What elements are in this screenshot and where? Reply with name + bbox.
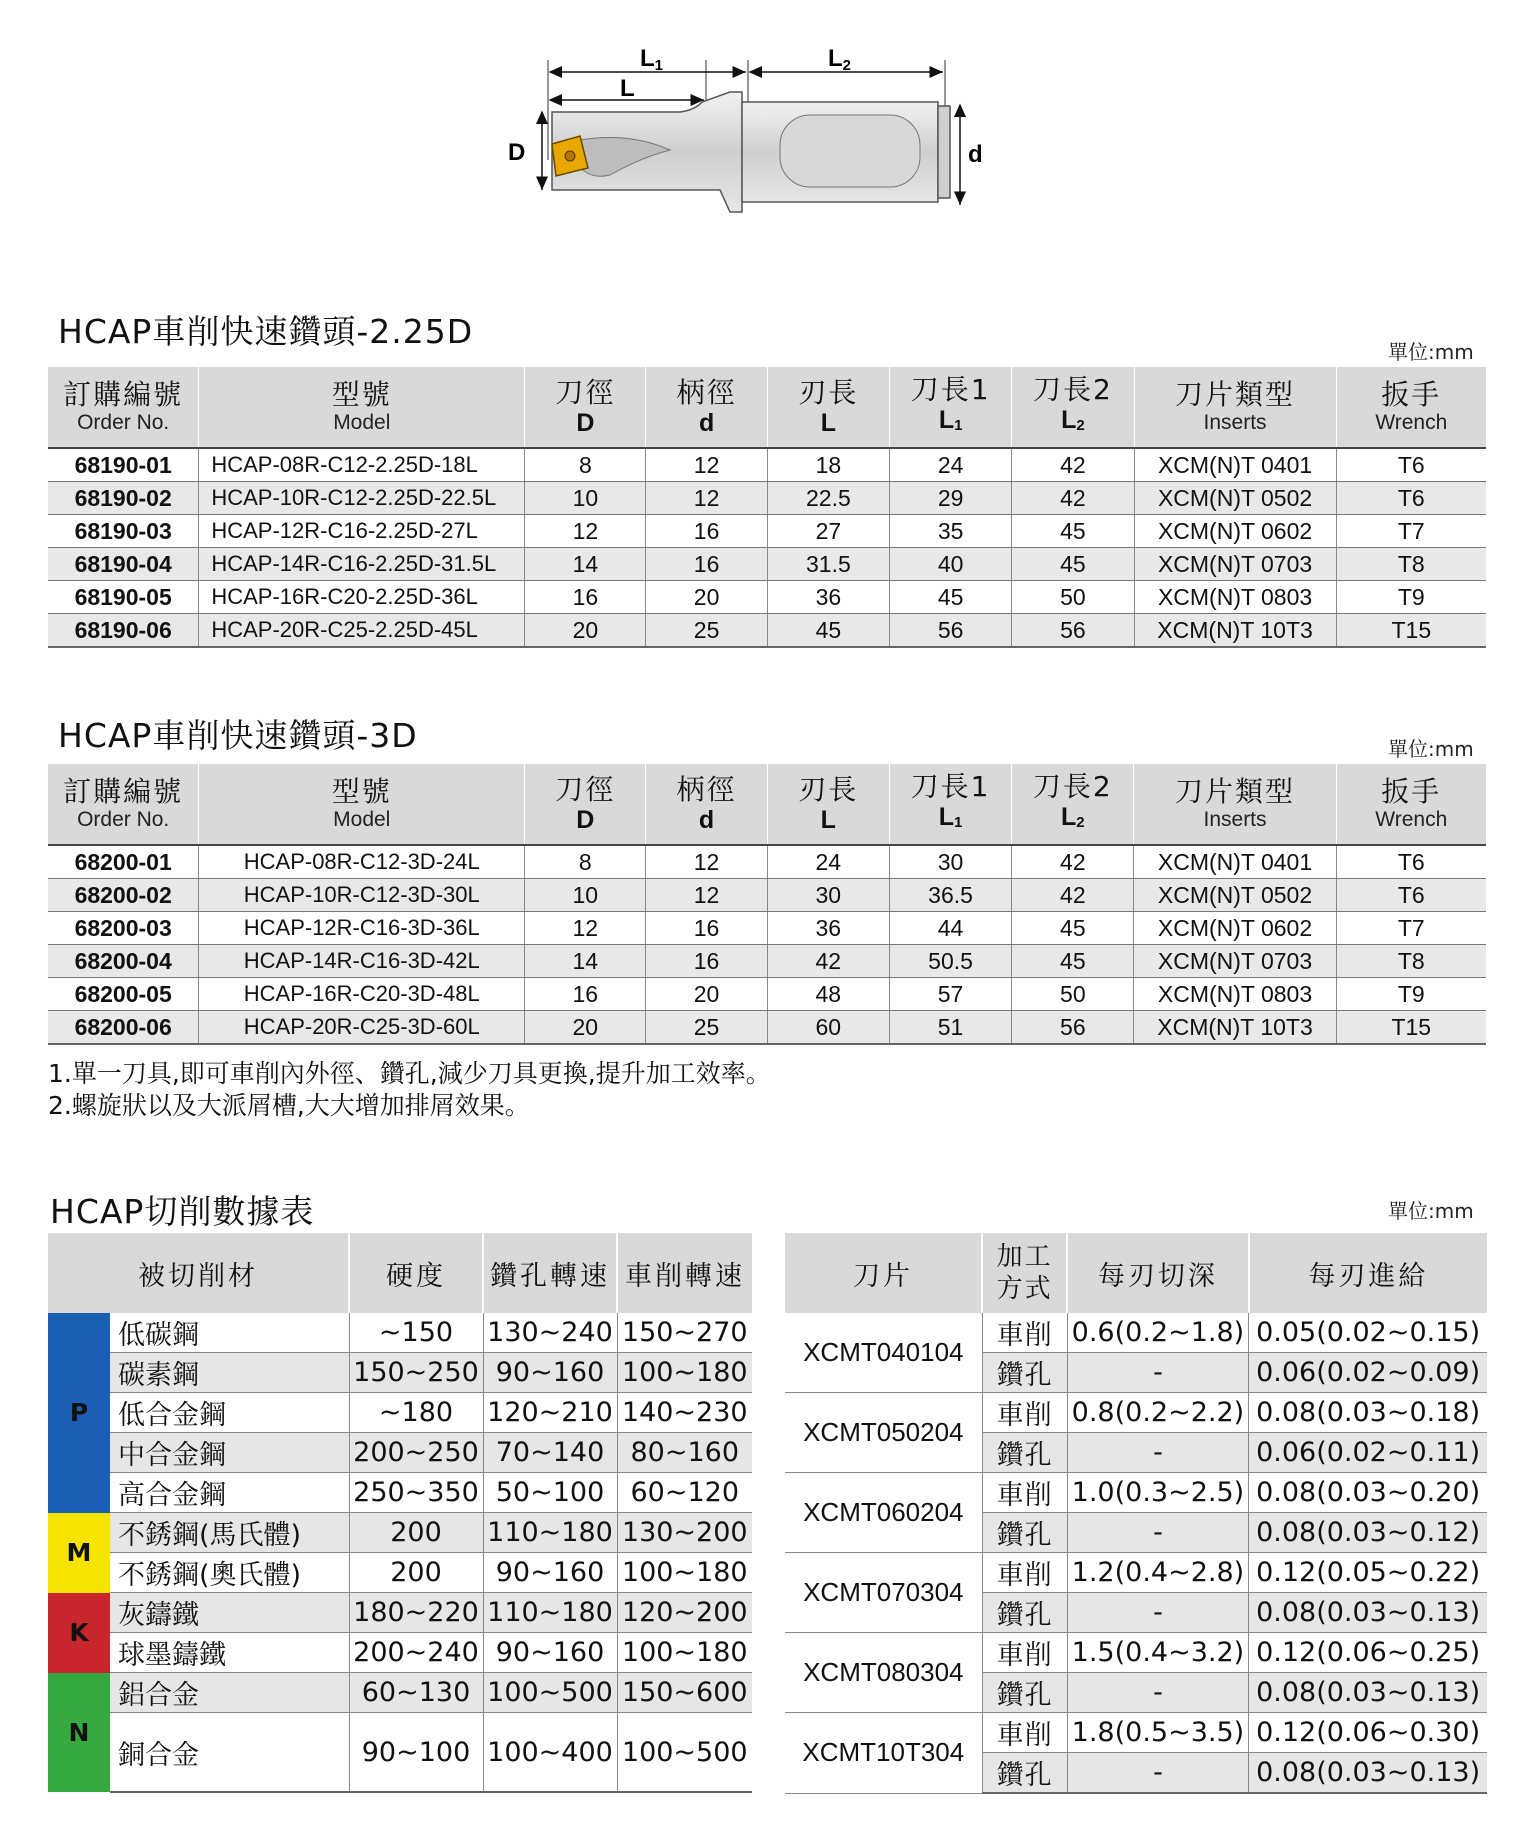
label-d: d bbox=[968, 141, 983, 168]
header-wrench: 扳手 Wrench bbox=[1336, 764, 1486, 845]
cell-hardness: 200 bbox=[349, 1513, 483, 1553]
insert-feed-table bbox=[785, 1233, 1487, 1794]
insert-row bbox=[785, 1473, 1487, 1513]
cutting-unit: 單位:mm bbox=[1388, 1199, 1474, 1223]
spec-table-2.25d bbox=[48, 367, 1486, 648]
header-depth: 每刃切深 bbox=[1067, 1233, 1249, 1313]
iso-group-k: K bbox=[48, 1593, 110, 1673]
cell-length-l1: 44 bbox=[889, 912, 1011, 945]
cell-model: HCAP-14R-C16-2.25D-31.5L bbox=[199, 548, 525, 581]
cell-material: 灰鑄鐵 bbox=[110, 1593, 349, 1633]
cell-drill-speed: 90~160 bbox=[483, 1553, 617, 1593]
cell-order-no: 68200-06 bbox=[48, 1011, 199, 1045]
cell-diameter: 16 bbox=[525, 978, 646, 1011]
cell-shank: 25 bbox=[646, 1011, 767, 1045]
cell-insert-name: XCMT080304 bbox=[785, 1633, 982, 1713]
cell-shank: 16 bbox=[646, 515, 767, 548]
cell-model: HCAP-20R-C25-3D-60L bbox=[199, 1011, 525, 1045]
table-row bbox=[48, 614, 1486, 648]
cell-depth: 1.8(0.5~3.5) bbox=[1067, 1713, 1249, 1753]
cell-insert-type: XCM(N)T 0401 bbox=[1134, 845, 1336, 879]
cell-turn-speed: 140~230 bbox=[617, 1393, 752, 1433]
cell-diameter: 12 bbox=[525, 912, 646, 945]
cell-feed: 0.05(0.02~0.15) bbox=[1249, 1313, 1487, 1353]
material-row bbox=[48, 1433, 752, 1473]
cell-model: HCAP-12R-C16-2.25D-27L bbox=[199, 515, 525, 548]
table-row bbox=[48, 482, 1486, 515]
header-length-L2: 刀長2 $L_2$ bbox=[1012, 367, 1134, 448]
cell-length-l: 27 bbox=[767, 515, 889, 548]
cell-length-l1: 51 bbox=[889, 1011, 1011, 1045]
cell-order-no: 68190-02 bbox=[48, 482, 199, 515]
cell-length-l2: 42 bbox=[1012, 879, 1134, 912]
cell-length-l: 22.5 bbox=[767, 482, 889, 515]
cell-material: 高合金鋼 bbox=[110, 1473, 349, 1513]
cell-length-l: 42 bbox=[767, 945, 889, 978]
material-row bbox=[48, 1353, 752, 1393]
cell-wrench: T15 bbox=[1336, 614, 1486, 648]
cell-mode: 車削 bbox=[982, 1553, 1067, 1593]
cell-diameter: 20 bbox=[525, 1011, 646, 1045]
cell-shank: 20 bbox=[646, 978, 767, 1011]
cell-model: HCAP-08R-C12-3D-24L bbox=[199, 845, 525, 879]
cell-model: HCAP-10R-C12-2.25D-22.5L bbox=[199, 482, 525, 515]
header-insert: 刀片 bbox=[785, 1233, 982, 1313]
cell-insert-type: XCM(N)T 0703 bbox=[1134, 945, 1336, 978]
cell-diameter: 14 bbox=[525, 548, 646, 581]
cell-length-l1: 45 bbox=[890, 581, 1012, 614]
table2-unit: 單位:mm bbox=[1388, 737, 1474, 761]
insert-row bbox=[785, 1713, 1487, 1753]
cell-hardness: 250~350 bbox=[349, 1473, 483, 1513]
cell-turn-speed: 100~180 bbox=[617, 1553, 752, 1593]
cell-turn-speed: 100~500 bbox=[617, 1713, 752, 1793]
cell-hardness: 200 bbox=[349, 1553, 483, 1593]
cell-mode: 車削 bbox=[982, 1313, 1067, 1353]
cell-hardness: 180~220 bbox=[349, 1593, 483, 1633]
table-row bbox=[48, 548, 1486, 581]
cell-diameter: 10 bbox=[525, 482, 646, 515]
table-row bbox=[48, 879, 1486, 912]
cell-hardness: 200~250 bbox=[349, 1433, 483, 1473]
cell-depth: 0.8(0.2~2.2) bbox=[1067, 1393, 1249, 1433]
cell-mode: 鑽孔 bbox=[982, 1753, 1067, 1794]
header-hardness: 硬度 bbox=[349, 1233, 483, 1313]
cell-shank: 25 bbox=[646, 614, 767, 648]
header-length-L1: 刀長1 $L_1$ bbox=[890, 367, 1012, 448]
cell-length-l: 24 bbox=[767, 845, 889, 879]
cell-length-l2: 56 bbox=[1012, 1011, 1134, 1045]
cell-wrench: T8 bbox=[1336, 945, 1486, 978]
cell-length-l: 36 bbox=[767, 581, 889, 614]
table-row bbox=[48, 581, 1486, 614]
note-1: 1.單一刀具,即可車削內外徑、鑽孔,減少刀具更換,提升加工效率。 bbox=[48, 1059, 771, 1088]
cell-feed: 0.08(0.03~0.18) bbox=[1249, 1393, 1487, 1433]
header-model: 型號 Model bbox=[199, 764, 525, 845]
cell-depth: 0.6(0.2~1.8) bbox=[1067, 1313, 1249, 1353]
cell-feed: 0.12(0.06~0.30) bbox=[1249, 1713, 1487, 1753]
header-inserts: 刀片類型 Inserts bbox=[1134, 367, 1336, 448]
cell-mode: 車削 bbox=[982, 1393, 1067, 1433]
cell-length-l2: 45 bbox=[1012, 548, 1134, 581]
label-D: D bbox=[508, 139, 526, 166]
cell-feed: 0.08(0.03~0.12) bbox=[1249, 1513, 1487, 1553]
drill-dimension-diagram bbox=[490, 40, 990, 230]
header-diameter-D: 刀徑 D bbox=[525, 764, 646, 845]
cell-wrench: T6 bbox=[1336, 482, 1486, 515]
label-L1: L1 bbox=[640, 45, 664, 74]
cell-insert-name: XCMT060204 bbox=[785, 1473, 982, 1553]
cell-model: HCAP-20R-C25-2.25D-45L bbox=[199, 614, 525, 648]
spec-table-3d bbox=[48, 764, 1486, 1045]
cell-turn-speed: 120~200 bbox=[617, 1593, 752, 1633]
cell-material: 碳素鋼 bbox=[110, 1353, 349, 1393]
cell-length-l1: 40 bbox=[890, 548, 1012, 581]
cell-hardness: 150~250 bbox=[349, 1353, 483, 1393]
cell-insert-type: XCM(N)T 0703 bbox=[1134, 548, 1336, 581]
cell-depth: - bbox=[1067, 1513, 1249, 1553]
cell-drill-speed: 110~180 bbox=[483, 1593, 617, 1633]
cell-material: 鋁合金 bbox=[110, 1673, 349, 1713]
cell-turn-speed: 60~120 bbox=[617, 1473, 752, 1513]
cell-depth: - bbox=[1067, 1673, 1249, 1713]
cell-turn-speed: 100~180 bbox=[617, 1633, 752, 1673]
header-length-L2: 刀長2 $L_2$ bbox=[1012, 764, 1134, 845]
cell-insert-type: XCM(N)T 0602 bbox=[1134, 515, 1336, 548]
cell-length-l2: 56 bbox=[1012, 614, 1134, 648]
cell-length-l2: 45 bbox=[1012, 912, 1134, 945]
insert-row bbox=[785, 1553, 1487, 1593]
table-row bbox=[48, 912, 1486, 945]
cell-feed: 0.08(0.03~0.13) bbox=[1249, 1753, 1487, 1794]
cell-wrench: T6 bbox=[1336, 845, 1486, 879]
material-row bbox=[48, 1593, 752, 1633]
cell-mode: 鑽孔 bbox=[982, 1513, 1067, 1553]
material-speed-table bbox=[48, 1233, 752, 1793]
cell-length-l1: 36.5 bbox=[889, 879, 1011, 912]
header-diameter-D: 刀徑 D bbox=[525, 367, 646, 448]
cell-material: 銅合金 bbox=[110, 1713, 349, 1793]
material-row bbox=[48, 1553, 752, 1593]
cell-depth: - bbox=[1067, 1353, 1249, 1393]
cell-model: HCAP-16R-C20-3D-48L bbox=[199, 978, 525, 1011]
header-inserts: 刀片類型 Inserts bbox=[1134, 764, 1336, 845]
header-shank-d: 柄徑 d bbox=[646, 764, 767, 845]
table-row bbox=[48, 978, 1486, 1011]
cell-order-no: 68200-04 bbox=[48, 945, 199, 978]
cell-model: HCAP-14R-C16-3D-42L bbox=[199, 945, 525, 978]
cell-hardness: 60~130 bbox=[349, 1673, 483, 1713]
cell-depth: - bbox=[1067, 1753, 1249, 1794]
header-turn-speed: 車削轉速 bbox=[617, 1233, 752, 1313]
cell-feed: 0.08(0.03~0.13) bbox=[1249, 1593, 1487, 1633]
cell-length-l2: 45 bbox=[1012, 945, 1134, 978]
cell-model: HCAP-08R-C12-2.25D-18L bbox=[199, 448, 525, 482]
cell-turn-speed: 80~160 bbox=[617, 1433, 752, 1473]
cell-length-l: 60 bbox=[767, 1011, 889, 1045]
cell-length-l: 18 bbox=[767, 448, 889, 482]
cell-hardness: ~150 bbox=[349, 1313, 483, 1353]
cell-order-no: 68200-02 bbox=[48, 879, 199, 912]
header-material: 被切削材 bbox=[48, 1233, 349, 1313]
material-row bbox=[48, 1673, 752, 1713]
cell-order-no: 68200-01 bbox=[48, 845, 199, 879]
cell-material: 低合金鋼 bbox=[110, 1393, 349, 1433]
cell-length-l: 36 bbox=[767, 912, 889, 945]
cell-turn-speed: 150~600 bbox=[617, 1673, 752, 1713]
cell-length-l1: 50.5 bbox=[889, 945, 1011, 978]
cell-model: HCAP-16R-C20-2.25D-36L bbox=[199, 581, 525, 614]
cell-wrench: T7 bbox=[1336, 515, 1486, 548]
cell-model: HCAP-12R-C16-3D-36L bbox=[199, 912, 525, 945]
cell-insert-type: XCM(N)T 0602 bbox=[1134, 912, 1336, 945]
table1-unit: 單位:mm bbox=[1388, 340, 1474, 364]
cell-length-l1: 35 bbox=[890, 515, 1012, 548]
header-order-no: 訂購編號 Order No. bbox=[48, 764, 199, 845]
table-row bbox=[48, 945, 1486, 978]
cell-insert-type: XCM(N)T 10T3 bbox=[1134, 1011, 1336, 1045]
cell-length-l2: 42 bbox=[1012, 482, 1134, 515]
cell-insert-type: XCM(N)T 0401 bbox=[1134, 448, 1336, 482]
cell-diameter: 12 bbox=[525, 515, 646, 548]
cell-feed: 0.12(0.06~0.25) bbox=[1249, 1633, 1487, 1673]
cell-wrench: T8 bbox=[1336, 548, 1486, 581]
cell-shank: 16 bbox=[646, 945, 767, 978]
cell-feed: 0.06(0.02~0.11) bbox=[1249, 1433, 1487, 1473]
cell-wrench: T6 bbox=[1336, 448, 1486, 482]
cell-feed: 0.08(0.03~0.13) bbox=[1249, 1673, 1487, 1713]
cell-insert-type: XCM(N)T 0803 bbox=[1134, 581, 1336, 614]
cell-shank: 20 bbox=[646, 581, 767, 614]
cell-mode: 鑽孔 bbox=[982, 1353, 1067, 1393]
table1-title: HCAP車削快速鑽頭-2.25D bbox=[58, 312, 474, 351]
cell-mode: 鑽孔 bbox=[982, 1593, 1067, 1633]
cell-drill-speed: 50~100 bbox=[483, 1473, 617, 1513]
cell-insert-type: XCM(N)T 0502 bbox=[1134, 482, 1336, 515]
table-row bbox=[48, 515, 1486, 548]
cell-order-no: 68190-03 bbox=[48, 515, 199, 548]
cell-insert-type: XCM(N)T 0803 bbox=[1134, 978, 1336, 1011]
cell-shank: 16 bbox=[646, 548, 767, 581]
insert-row bbox=[785, 1633, 1487, 1673]
insert-row bbox=[785, 1393, 1487, 1433]
cell-insert-name: XCMT050204 bbox=[785, 1393, 982, 1473]
cell-shank: 12 bbox=[646, 845, 767, 879]
cell-depth: - bbox=[1067, 1433, 1249, 1473]
cell-shank: 12 bbox=[646, 448, 767, 482]
cell-feed: 0.12(0.05~0.22) bbox=[1249, 1553, 1487, 1593]
cell-diameter: 10 bbox=[525, 879, 646, 912]
cutting-title: HCAP切削數據表 bbox=[50, 1192, 315, 1231]
header-wrench: 扳手 Wrench bbox=[1336, 367, 1486, 448]
cell-order-no: 68190-01 bbox=[48, 448, 199, 482]
header-feed: 每刃進給 bbox=[1249, 1233, 1487, 1313]
cell-insert-name: XCMT10T304 bbox=[785, 1713, 982, 1794]
cell-wrench: T6 bbox=[1336, 879, 1486, 912]
cell-turn-speed: 150~270 bbox=[617, 1313, 752, 1353]
cell-order-no: 68190-04 bbox=[48, 548, 199, 581]
cell-insert-type: XCM(N)T 0502 bbox=[1134, 879, 1336, 912]
header-order-no: 訂購編號 Order No. bbox=[48, 367, 199, 448]
cell-length-l2: 50 bbox=[1012, 978, 1134, 1011]
label-L2: L2 bbox=[828, 45, 852, 74]
iso-group-p: P bbox=[48, 1313, 110, 1513]
feature-notes bbox=[48, 1058, 771, 1122]
cell-material: 低碳鋼 bbox=[110, 1313, 349, 1353]
table-row bbox=[48, 845, 1486, 879]
cell-material: 球墨鑄鐵 bbox=[110, 1633, 349, 1673]
cell-mode: 鑽孔 bbox=[982, 1673, 1067, 1713]
cell-wrench: T15 bbox=[1336, 1011, 1486, 1045]
cell-drill-speed: 90~160 bbox=[483, 1353, 617, 1393]
cell-shank: 16 bbox=[646, 912, 767, 945]
cell-order-no: 68200-05 bbox=[48, 978, 199, 1011]
cell-length-l: 45 bbox=[767, 614, 889, 648]
header-shank-d: 柄徑 d bbox=[646, 367, 767, 448]
iso-group-n: N bbox=[48, 1673, 110, 1793]
material-row bbox=[48, 1393, 752, 1433]
cell-drill-speed: 100~500 bbox=[483, 1673, 617, 1713]
cell-hardness: 200~240 bbox=[349, 1633, 483, 1673]
header-length-L: 刃長 L bbox=[767, 764, 889, 845]
cell-diameter: 16 bbox=[525, 581, 646, 614]
cell-length-l1: 24 bbox=[890, 448, 1012, 482]
cell-hardness: 90~100 bbox=[349, 1713, 483, 1793]
iso-group-m: M bbox=[48, 1513, 110, 1593]
table-row bbox=[48, 1011, 1486, 1045]
cell-turn-speed: 100~180 bbox=[617, 1353, 752, 1393]
cell-hardness: ~180 bbox=[349, 1393, 483, 1433]
cell-length-l2: 45 bbox=[1012, 515, 1134, 548]
cell-model: HCAP-10R-C12-3D-30L bbox=[199, 879, 525, 912]
cell-drill-speed: 120~210 bbox=[483, 1393, 617, 1433]
header-mode: 加工方式 bbox=[982, 1233, 1067, 1313]
cell-length-l2: 42 bbox=[1012, 845, 1134, 879]
cell-feed: 0.06(0.02~0.09) bbox=[1249, 1353, 1487, 1393]
cell-shank: 12 bbox=[646, 482, 767, 515]
cell-wrench: T7 bbox=[1336, 912, 1486, 945]
cell-drill-speed: 130~240 bbox=[483, 1313, 617, 1353]
cell-material: 不銹鋼(奧氏體) bbox=[110, 1553, 349, 1593]
cell-insert-name: XCMT070304 bbox=[785, 1553, 982, 1633]
cell-wrench: T9 bbox=[1336, 978, 1486, 1011]
header-length-L1: 刀長1 $L_1$ bbox=[889, 764, 1011, 845]
cell-mode: 車削 bbox=[982, 1633, 1067, 1673]
cell-diameter: 14 bbox=[525, 945, 646, 978]
cell-length-l2: 50 bbox=[1012, 581, 1134, 614]
cell-drill-speed: 110~180 bbox=[483, 1513, 617, 1553]
cell-length-l2: 42 bbox=[1012, 448, 1134, 482]
cell-length-l1: 30 bbox=[889, 845, 1011, 879]
cell-drill-speed: 100~400 bbox=[483, 1713, 617, 1793]
material-row bbox=[48, 1473, 752, 1513]
cell-diameter: 8 bbox=[525, 845, 646, 879]
cell-depth: 1.5(0.4~3.2) bbox=[1067, 1633, 1249, 1673]
cell-depth: 1.0(0.3~2.5) bbox=[1067, 1473, 1249, 1513]
cell-depth: 1.2(0.4~2.8) bbox=[1067, 1553, 1249, 1593]
material-row bbox=[48, 1513, 752, 1553]
cell-feed: 0.08(0.03~0.20) bbox=[1249, 1473, 1487, 1513]
insert-row bbox=[785, 1313, 1487, 1353]
cell-length-l: 48 bbox=[767, 978, 889, 1011]
cell-diameter: 8 bbox=[525, 448, 646, 482]
cell-length-l1: 57 bbox=[889, 978, 1011, 1011]
cell-material: 中合金鋼 bbox=[110, 1433, 349, 1473]
material-row bbox=[48, 1313, 752, 1353]
material-row bbox=[48, 1633, 752, 1673]
header-length-L: 刃長 L bbox=[767, 367, 889, 448]
header-drill-speed: 鑽孔轉速 bbox=[483, 1233, 617, 1313]
cell-mode: 鑽孔 bbox=[982, 1433, 1067, 1473]
cell-material: 不銹鋼(馬氏體) bbox=[110, 1513, 349, 1553]
cell-insert-type: XCM(N)T 10T3 bbox=[1134, 614, 1336, 648]
note-2: 2.螺旋狀以及大派屑槽,大大增加排屑效果。 bbox=[48, 1091, 530, 1120]
cell-drill-speed: 70~140 bbox=[483, 1433, 617, 1473]
cell-mode: 車削 bbox=[982, 1473, 1067, 1513]
cell-length-l: 30 bbox=[767, 879, 889, 912]
cell-drill-speed: 90~160 bbox=[483, 1633, 617, 1673]
cell-length-l1: 29 bbox=[890, 482, 1012, 515]
cell-mode: 車削 bbox=[982, 1713, 1067, 1753]
table2-title: HCAP車削快速鑽頭-3D bbox=[58, 716, 418, 755]
label-L: L bbox=[620, 75, 635, 102]
cell-order-no: 68190-06 bbox=[48, 614, 199, 648]
cell-wrench: T9 bbox=[1336, 581, 1486, 614]
header-model: 型號 Model bbox=[199, 367, 525, 448]
cell-depth: - bbox=[1067, 1593, 1249, 1633]
cell-order-no: 68200-03 bbox=[48, 912, 199, 945]
cell-shank: 12 bbox=[646, 879, 767, 912]
cell-length-l1: 56 bbox=[890, 614, 1012, 648]
cell-length-l: 31.5 bbox=[767, 548, 889, 581]
cell-insert-name: XCMT040104 bbox=[785, 1313, 982, 1393]
material-row bbox=[48, 1713, 752, 1793]
cell-diameter: 20 bbox=[525, 614, 646, 648]
cell-turn-speed: 130~200 bbox=[617, 1513, 752, 1553]
cell-order-no: 68190-05 bbox=[48, 581, 199, 614]
table-row bbox=[48, 448, 1486, 482]
